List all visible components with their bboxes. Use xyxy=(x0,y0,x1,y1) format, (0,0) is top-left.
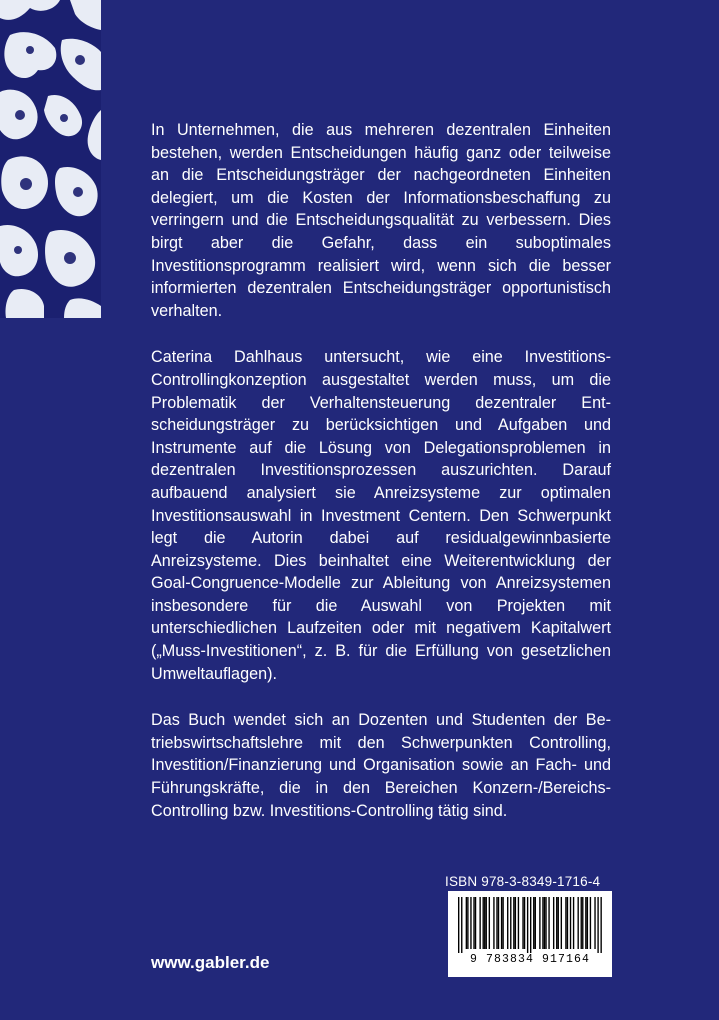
blurb-paragraph-2: Caterina Dahlhaus untersucht, wie eine Investitions-Controllingkonzeption ausgestaltet werden muss, um die Problematik der Verhaltensteuerung dezentraler Entscheidungsträger zu berücksichtigen und Aufgaben und Instrumente auf die Lösung von Delegationsproblemen in dezentralen Investitionsprozessen auszurichten. Darauf aufbauend analysiert sie Anreizsysteme zur optimalen Investitionsauswahl in Investment Centern. Den Schwerpunkt legt die Autorin dabei auf residualgewinnbasierte Anreizsysteme. Dies beinhaltet eine Weiterentwicklung der Goal-Congruence-Modelle zur Ableitung von Anreizsystemen insbesondere für die Auswahl von Projekten mit unterschiedlichen Laufzeiten oder mit negativem Kapitalwert („Muss-Investitionen“, z. B. für die Erfüllung von gesetzlichen Umweltauflagen). xyxy=(151,348,611,683)
barcode-bar xyxy=(498,897,499,949)
barcode-bar xyxy=(587,897,588,949)
barcode-bar xyxy=(597,897,598,953)
barcode-bar xyxy=(507,897,508,949)
barcode-bar xyxy=(510,897,511,949)
barcode-bar xyxy=(548,897,549,949)
barcode-bar xyxy=(581,897,582,949)
barcode-bar xyxy=(556,897,557,949)
barcode-bar xyxy=(496,897,497,949)
barcode-number: 9 783834 917164 xyxy=(469,953,591,966)
barcode-bar xyxy=(539,897,540,949)
barcode-bar xyxy=(489,897,490,949)
barcode-bar xyxy=(501,897,502,949)
barcode-bar xyxy=(458,897,459,953)
barcode-bar xyxy=(577,897,578,949)
barcode-bar xyxy=(585,897,586,949)
barcode-bar xyxy=(467,897,468,949)
barcode-bar xyxy=(479,897,480,949)
barcode-bar xyxy=(535,897,536,949)
barcode-bar xyxy=(533,897,534,949)
barcode-bar xyxy=(522,897,523,949)
barcode-bar xyxy=(486,897,487,949)
barcode-bar xyxy=(475,897,476,949)
barcode-bar xyxy=(567,897,568,949)
barcode-bar xyxy=(573,897,574,949)
barcode-bar xyxy=(493,897,494,949)
barcode-bar xyxy=(502,897,503,949)
barcode-bar xyxy=(553,897,554,949)
isbn-label: ISBN 978-3-8349-1716-4 xyxy=(445,874,601,889)
barcode-bar xyxy=(542,897,543,949)
barcode-bar xyxy=(473,897,474,949)
barcode-bar xyxy=(594,897,595,949)
barcode-bar xyxy=(590,897,591,949)
barcode-bar xyxy=(484,897,485,949)
barcode-bar xyxy=(515,897,516,949)
barcode-bar xyxy=(483,897,484,949)
publisher-website[interactable]: www.gabler.de xyxy=(151,953,270,972)
barcode-bar xyxy=(561,897,562,949)
barcode-bar xyxy=(600,897,601,953)
barcode-bar xyxy=(513,897,514,949)
barcode-bar xyxy=(570,897,571,949)
barcode-bar xyxy=(544,897,545,949)
barcode-bar xyxy=(524,897,525,949)
barcode-bar xyxy=(461,897,462,953)
barcode-bar xyxy=(545,897,546,949)
barcode-bar xyxy=(558,897,559,949)
barcode-bar xyxy=(470,897,471,949)
barcode-bar xyxy=(466,897,467,949)
globe-illustration xyxy=(0,0,101,318)
barcode-bar xyxy=(565,897,566,949)
barcode-bar xyxy=(518,897,519,949)
barcode xyxy=(448,891,612,977)
barcode-bar xyxy=(582,897,583,949)
barcode-bar xyxy=(530,897,531,953)
back-cover-blurb xyxy=(151,119,611,822)
blurb-paragraph-1: In Unternehmen, die aus mehreren dezentralen Einheiten bestehen, werden Entscheidungen häufig ganz oder teilweise an die Entscheidungsträger der nachgeordneten Einheiten delegiert, um die Kosten der Informationsbeschaffung zu verringern und die Entscheidungsqualität zu verbessern. Dies birgt aber die Gefahr, dass ein suboptimales Investitionsprogramm realisiert wird, wenn sich die besser informierten dezentralen Entscheidungsträger opportunistisch verhalten. xyxy=(151,121,611,320)
blurb-paragraph-3: Das Buch wendet sich an Dozenten und Studenten der Betriebswirtschaftslehre mit den Schwerpunkten Controlling, Investition/Finanzierung und Organisation sowie an Fach- und Führungskräfte, die in den Bereichen Konzern-/Bereichs-Controlling bzw. Investitions-Controlling tätig sind. xyxy=(151,711,611,820)
barcode-bars xyxy=(458,897,602,953)
barcode-bar xyxy=(527,897,528,953)
